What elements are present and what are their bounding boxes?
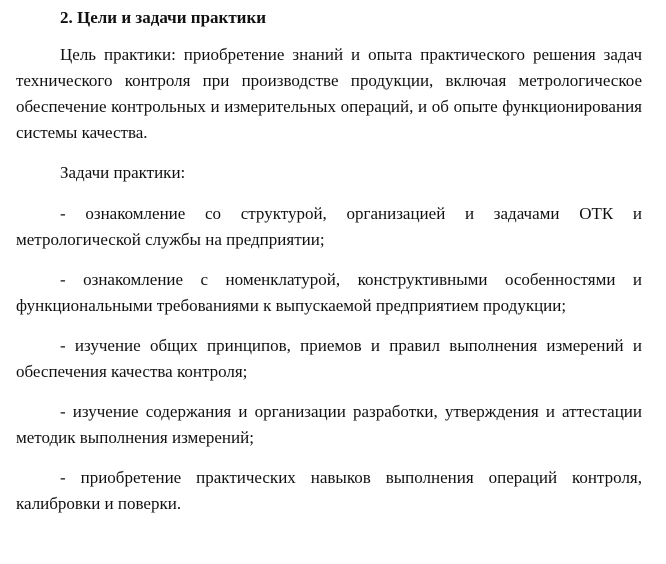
section-heading: 2. Цели и задачи практики [60,8,267,27]
task-item: - изучение общих принципов, приемов и правил выполнения измерений и обеспечения качества контроля; [16,336,642,381]
task-item: - ознакомление с номенклатурой, конструктивными особенностями и функциональными требованиями к выпускаемой предприятием продукции; [16,270,642,315]
tasks-title: Задачи практики: [60,163,186,182]
task-item: - ознакомление со структурой, организацией и задачами ОТК и метрологической службы на предприятии; [16,204,642,249]
task-item: - приобретение практических навыков выполнения операций контроля, калибровки и поверки. [16,468,642,513]
goal-paragraph: Цель практики: приобретение знаний и опыта практического решения задач технического контроля при производстве продукции, включая метрологическое обеспечение контрольных и измерительных операций, и об опыте функционирования системы качества. [16,45,642,142]
task-item: - изучение содержания и организации разработки, утверждения и аттестации методик выполнения измерений; [16,402,642,447]
